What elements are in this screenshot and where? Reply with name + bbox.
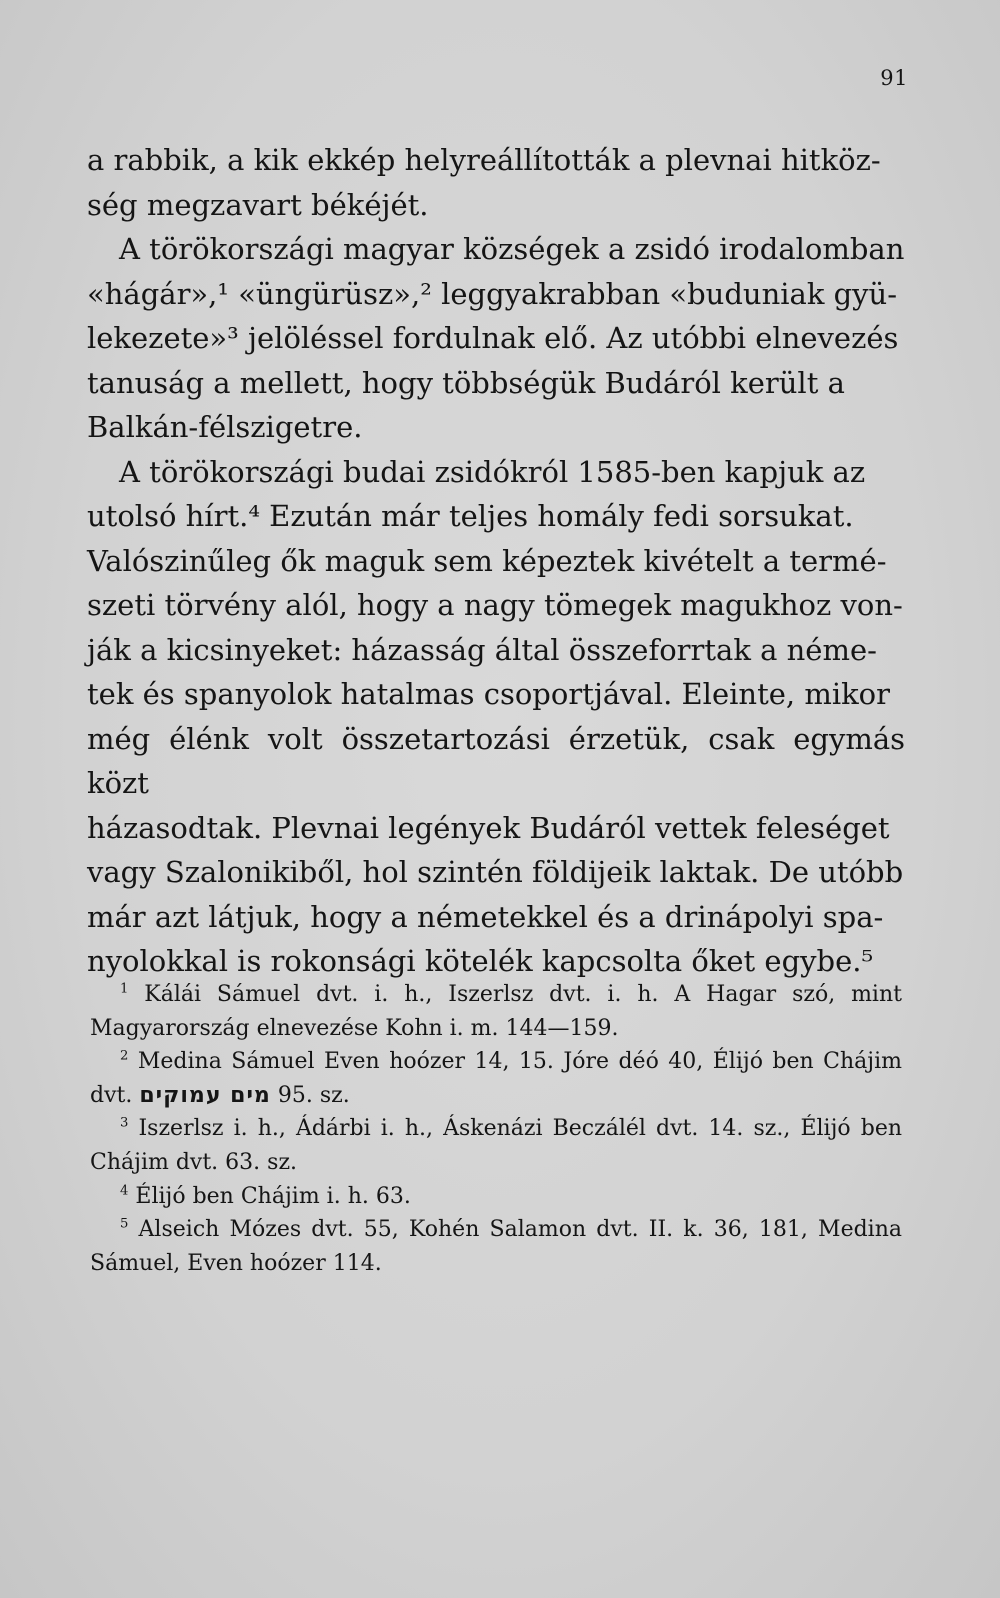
footnote-marker: 2	[120, 1048, 129, 1064]
footnote-5	[90, 1213, 902, 1280]
footnote-1	[90, 978, 902, 1045]
hebrew-title: מים עמוקים	[139, 1082, 271, 1108]
text-line: ség megzavart békéjét.	[87, 187, 429, 222]
text-line: A törökországi budai zsidókról 1585-ben kapjuk az	[119, 454, 866, 489]
paragraph-3	[87, 450, 905, 984]
footnote-2	[90, 1045, 902, 1112]
footnote-text: 95. sz.	[277, 1082, 350, 1108]
footnote-text: Kálái Sámuel dvt. i. h., Iszerlsz dvt. i. h. A Hagar szó, mint Magyarország elnevezése Kohn i. m. 144—159.	[90, 982, 902, 1041]
page-number: 91	[880, 66, 908, 90]
text-line: tek és spanyolok hatalmas csoportjával. Eleinte, mikor	[87, 677, 890, 711]
paragraph-2	[87, 227, 905, 450]
text-line: a rabbik, a kik ekkép helyreállították a plevnai hitköz-	[87, 143, 881, 177]
text-line: lekezete»³ jelöléssel fordulnak elő. Az utóbbi elnevezés	[87, 321, 899, 355]
footnotes	[90, 978, 902, 1280]
text-line: szeti törvény alól, hogy a nagy tömegek magukhoz von-	[87, 588, 903, 622]
text-line: ják a kicsinyeket: házasság által összeforrtak a néme-	[87, 632, 877, 667]
footnote-marker: 4	[120, 1183, 129, 1199]
footnote-text: Élijó ben Chájim i. h. 63.	[135, 1183, 411, 1209]
text-line: Valószinűleg ők maguk sem képeztek kivételt a termé-	[87, 543, 887, 578]
footnote-text: Medina Sámuel Even hoózer 14, 15. Jóre déó 40, Élijó ben Chájim dvt.	[90, 1049, 903, 1108]
text-line: A törökországi magyar községek a zsidó irodalomban	[119, 232, 905, 266]
body-text	[87, 138, 905, 984]
text-line: még élénk volt összetartozási érzetük, csak egymás közt	[87, 721, 905, 800]
paragraph-1	[87, 138, 905, 227]
text-line: «hágár»,¹ «üngürüsz»,² leggyakrabban «buduniak gyü-	[87, 276, 898, 311]
footnote-3	[90, 1112, 902, 1179]
text-line: vagy Szalonikiből, hol szintén földijeik laktak. De utóbb	[87, 855, 904, 889]
text-line: házasodtak. Plevnai legények Budáról vettek feleséget	[87, 810, 890, 845]
text-line: már azt látjuk, hogy a németekkel és a drinápolyi spa-	[87, 899, 884, 934]
footnote-marker: 5	[120, 1216, 129, 1232]
text-line: Balkán-félszigetre.	[87, 410, 363, 444]
footnote-4	[90, 1180, 902, 1214]
text-line: tanuság a mellett, hogy többségük Budáról került a	[87, 365, 845, 400]
footnote-text: Iszerlsz i. h., Ádárbi i. h., Áskenázi Beczálél dvt. 14. sz., Élijó ben Chájim dvt. 63. sz.	[90, 1116, 903, 1175]
text-line: nyolokkal is rokonsági kötelék kapcsolta őket egybe.⁵	[87, 944, 874, 978]
footnote-text: Alseich Mózes dvt. 55, Kohén Salamon dvt. II. k. 36, 181, Medina Sámuel, Even hoózer 114.	[90, 1217, 902, 1276]
footnote-marker: 1	[120, 981, 129, 997]
text-line: utolsó hírt.⁴ Ezután már teljes homály fedi sorsukat.	[87, 499, 854, 533]
footnote-marker: 3	[120, 1116, 129, 1132]
